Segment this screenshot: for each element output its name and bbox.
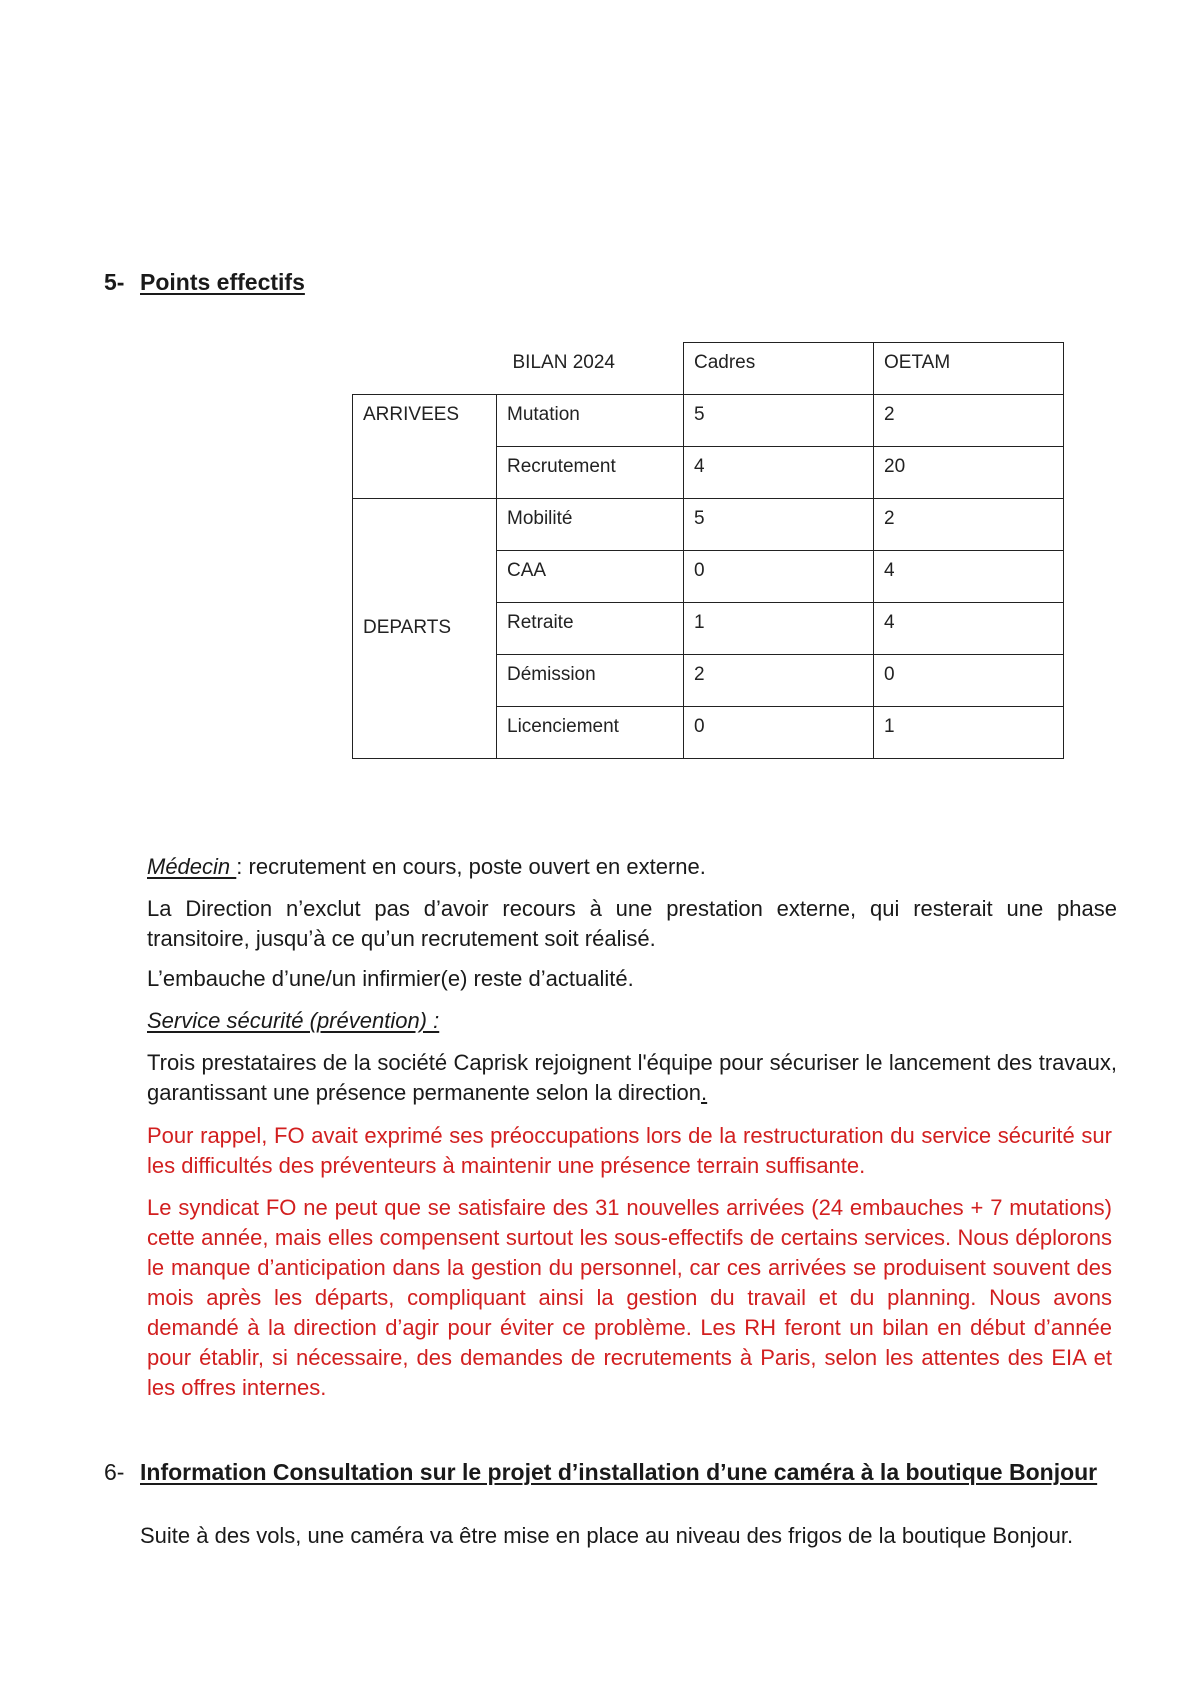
row-label: Recrutement <box>497 447 684 499</box>
section-6-title: Information Consultation sur le projet d’installation d’une caméra à la boutique Bonjour <box>140 1459 1098 1485</box>
service-securite-label: Service sécurité (prévention) : <box>147 1008 440 1033</box>
table-row <box>353 499 1064 551</box>
section-6-text: Suite à des vols, une caméra va être mise en place au niveau des frigos de la boutique Bonjour. <box>140 1523 1074 1548</box>
effectifs-table <box>352 342 1064 759</box>
cell-cadres: 2 <box>684 655 874 707</box>
cell-oetam: 4 <box>874 551 1064 603</box>
fo-rappel-paragraph: Pour rappel, FO avait exprimé ses préoccupations lors de la restructuration du service sécurité sur les difficultés des préventeurs à maintenir une présence terrain suffisante. <box>147 1123 1112 1178</box>
cell-oetam: 0 <box>874 655 1064 707</box>
header-oetam: OETAM <box>874 343 1064 395</box>
cell-oetam: 4 <box>874 603 1064 655</box>
row-label: Mutation <box>497 395 684 447</box>
table-header-row <box>353 343 1064 395</box>
medecin-label: Médecin <box>147 854 237 879</box>
row-label: CAA <box>497 551 684 603</box>
cell-oetam: 1 <box>874 707 1064 759</box>
cell-cadres: 0 <box>684 551 874 603</box>
row-label: Retraite <box>497 603 684 655</box>
fo-syndicat-paragraph: Le syndicat FO ne peut que se satisfaire des 31 nouvelles arrivées (24 embauches + 7 mutations) cette année, mais elles compensent surtout les sous-effectifs de certains services. Nous déplorons le manque d’anticipation dans la gestion du personnel, car ces arrivées se produisent souvent des mois après les départs, compliquant ainsi la gestion du travail et du planning. Nous avons demandé à la direction d’agir pour éviter ce problème. Les RH feront un bilan en début d’année pour établir, si nécessaire, des demandes de recrutements à Paris, selon les attentes des EIA et les offres internes. <box>147 1195 1112 1400</box>
section-5-number: 5- <box>104 269 125 295</box>
medecin-paragraph <box>147 852 1117 882</box>
cell-cadres: 0 <box>684 707 874 759</box>
cell-oetam: 2 <box>874 499 1064 551</box>
prestataires-paragraph: Trois prestataires de la société Caprisk rejoignent l'équipe pour sécuriser le lancement des travaux, garantissant une présence permanente selon la direction. <box>147 1050 1117 1105</box>
cell-oetam: 2 <box>874 395 1064 447</box>
section-6-heading <box>104 1457 1114 1487</box>
cell-oetam: 20 <box>874 447 1064 499</box>
cell-cadres: 4 <box>684 447 874 499</box>
row-label: Licenciement <box>497 707 684 759</box>
cell-cadres: 5 <box>684 499 874 551</box>
header-bilan: BILAN 2024 <box>512 351 615 373</box>
direction-paragraph: La Direction n’exclut pas d’avoir recours à une prestation externe, qui resterait une phase transitoire, jusqu’à ce qu’un recrutement soit réalisé. <box>147 896 1117 951</box>
cell-cadres: 5 <box>684 395 874 447</box>
row-label: Mobilité <box>497 499 684 551</box>
row-label: Démission <box>497 655 684 707</box>
embauche-paragraph: L’embauche d’une/un infirmier(e) reste d’actualité. <box>147 966 634 991</box>
section-5-title: Points effectifs <box>140 269 305 295</box>
group-arrivees: ARRIVEES <box>353 395 497 499</box>
table-row <box>353 395 1064 447</box>
cell-cadres: 1 <box>684 603 874 655</box>
group-departs: DEPARTS <box>353 499 497 759</box>
medecin-text: : recrutement en cours, poste ouvert en externe. <box>236 854 706 879</box>
header-cadres: Cadres <box>684 343 874 395</box>
section-6-number: 6- <box>104 1459 125 1485</box>
